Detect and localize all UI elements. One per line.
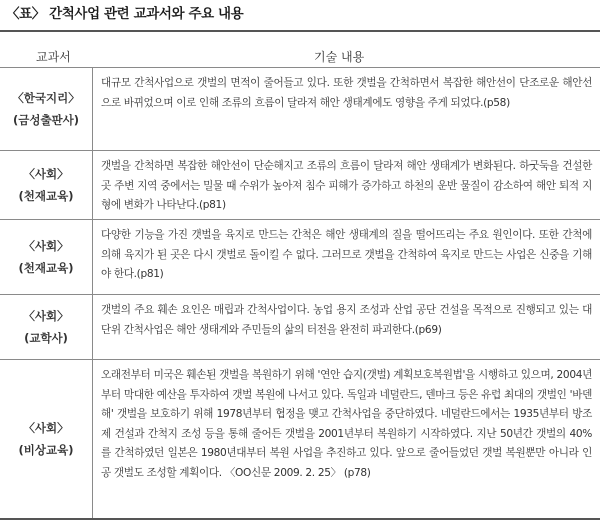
subject-label: 〈사회〉 bbox=[23, 167, 69, 181]
header-source: 교과서 bbox=[36, 50, 71, 64]
subject-label: 〈사회〉 bbox=[23, 239, 69, 253]
subject-label: 〈한국지리〉 bbox=[12, 91, 80, 105]
table-row bbox=[0, 151, 600, 219]
table-row bbox=[0, 360, 600, 518]
subject-label: 〈사회〉 bbox=[23, 421, 69, 435]
table-header bbox=[0, 44, 600, 68]
publisher-label: (천재교육) bbox=[18, 261, 74, 275]
content-cell: 다양한 기능을 가진 갯벌을 육지로 만드는 간척은 해안 생태계의 질을 떨어뜨리는 주요 원인이다. 또한 간척에 의해 육지가 된 곳은 다시 갯벌로 돌이킬 수 없다. 그러므로 갯벌을 간척하여 육지로 만드는 사업은 신중을 기해야 한다.(p81) bbox=[92, 220, 600, 294]
table-title: 〈표〉 간척사업 관련 교과서와 주요 내용 bbox=[6, 6, 244, 22]
top-rule bbox=[0, 30, 600, 32]
subject-label: 〈사회〉 bbox=[23, 309, 69, 323]
publisher-label: (비상교육) bbox=[18, 443, 74, 457]
bottom-rule bbox=[0, 518, 600, 520]
publisher-label: (교학사) bbox=[24, 331, 68, 345]
source-cell bbox=[0, 360, 92, 518]
content-cell: 갯벌의 주요 훼손 요인은 매립과 간척사업이다. 농업 용지 조성과 산업 공단 건설을 목적으로 진행되고 있는 대단위 간척사업은 해안 생태계와 주민들의 삶의 터전을 완전히 파괴한다.(p69) bbox=[92, 295, 600, 359]
source-cell bbox=[0, 151, 92, 219]
table-row bbox=[0, 295, 600, 359]
publisher-label: (천재교육) bbox=[18, 189, 74, 203]
table-row bbox=[0, 220, 600, 294]
header-content: 기술 내용 bbox=[314, 50, 365, 64]
content-cell: 갯벌을 간척하면 복잡한 해안선이 단순해지고 조류의 흐름이 달라져 해안 생태계가 변화된다. 하굿둑을 건설한 곳 주변 지역 중에서는 밀물 때 수위가 높아져 침수 피해가 증가하고 하천의 운반 물질이 감소하여 해안 퇴적 지형에 변화가 나타난다.(p81) bbox=[92, 151, 600, 219]
source-cell bbox=[0, 68, 92, 150]
source-cell bbox=[0, 220, 92, 294]
table-row bbox=[0, 68, 600, 150]
content-cell: 오래전부터 미국은 훼손된 갯벌을 복원하기 위해 '연안 습지(갯벌) 계획보호복원법'을 시행하고 있으며, 2004년부터 막대한 예산을 투자하여 갯벌 복원에 나서고 있다. 독일과 네덜란드, 덴마크 등은 유럽 최대의 갯벌인 '바덴 해' 갯벌을 보호하기 위해 1978년부터 협정을 맺고 간척사업을 중단하였다. 네덜란드에서는 1935년부터 방조제 건설과 간척지 조성 등을 통해 줄어든 갯벌을 2001년부터 복원하기 시작하였다. 지난 50년간 갯벌의 40%를 간척하였던 일본은 1980년대부터 복원 사업을 추진하고 있다. 앞으로 줄어들었던 갯벌 복원뿐만 아니라 인공 갯벌도 조성할 계획이다. 〈OO신문 2009. 2. 25〉 (p78) bbox=[92, 360, 600, 518]
source-cell bbox=[0, 295, 92, 359]
content-cell: 대규모 간척사업으로 갯벌의 면적이 줄어들고 있다. 또한 갯벌을 간척하면서 복잡한 해안선이 단조로운 해안선으로 바뀌었으며 이로 인해 조류의 흐름이 달라져 해안 생태계에도 영향을 주게 되었다.(p58) bbox=[92, 68, 600, 150]
publisher-label: (금성출판사) bbox=[12, 113, 80, 127]
